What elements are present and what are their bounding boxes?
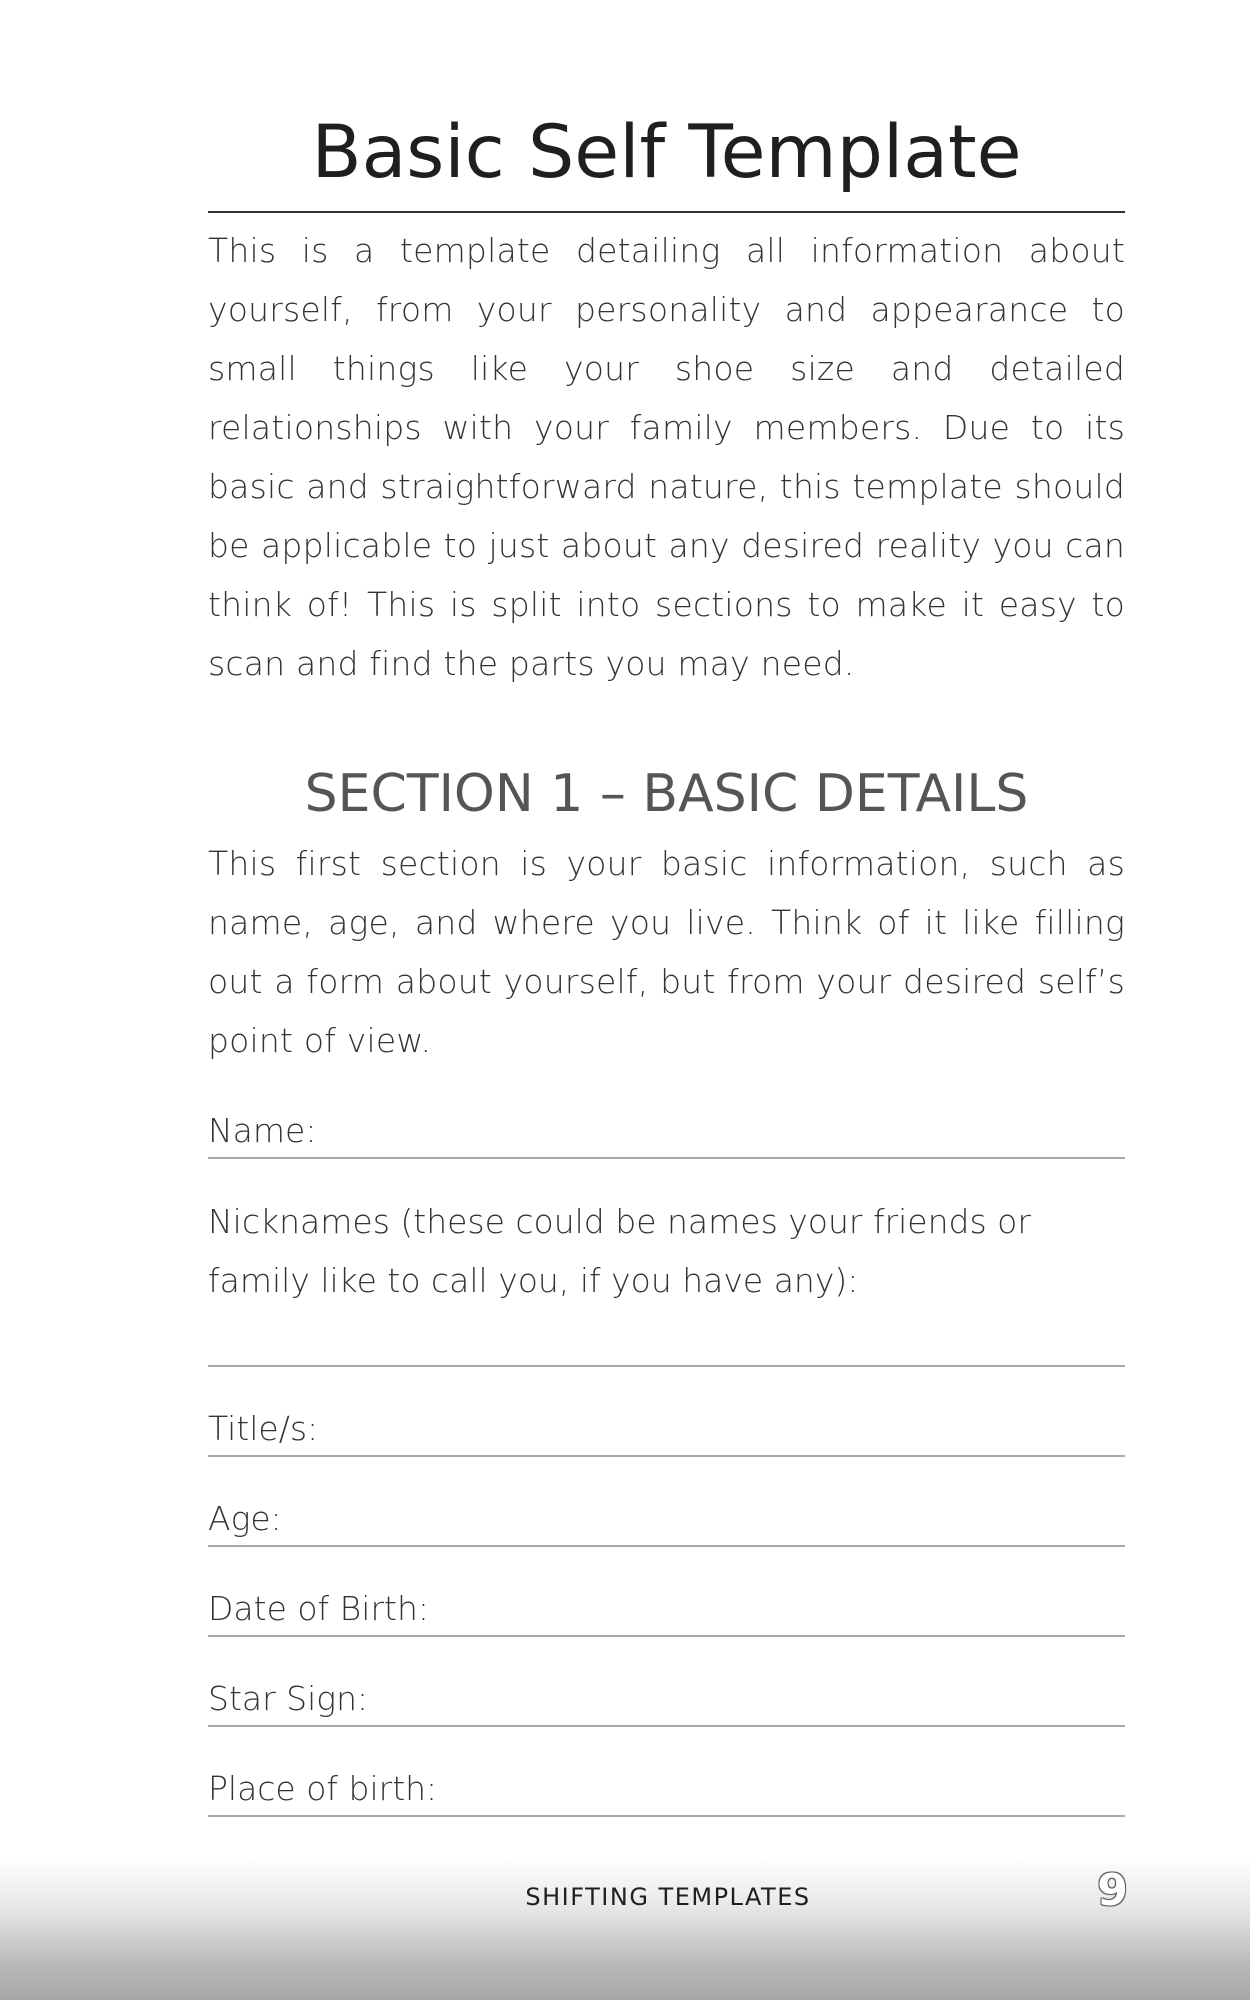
section-1-description: This first section is your basic information, such as name, age, and where you live. Think of it like filling out a form about yourself, but from your desired self’s point of view. [208,844,1125,1060]
titles-field-line[interactable] [208,1455,1125,1457]
name-field-line[interactable] [208,1157,1125,1159]
page-footer [0,1856,1250,2000]
date-of-birth-field-label: Date of Birth: [208,1589,429,1628]
footer-book-title: SHIFTING TEMPLATES [525,1883,811,1911]
titles-field-label: Title/s: [208,1409,319,1448]
page-number: 9 [1097,1865,1128,1916]
nicknames-field-line[interactable] [208,1365,1125,1367]
age-field-label: Age: [208,1499,282,1538]
section-1-heading: SECTION 1 – BASIC DETAILS [304,764,1029,824]
age-field-line[interactable] [208,1545,1125,1547]
star-sign-field-line[interactable] [208,1725,1125,1727]
place-of-birth-field-label: Place of birth: [208,1769,438,1808]
page-title: Basic Self Template [311,110,1022,195]
date-of-birth-field-line[interactable] [208,1635,1125,1637]
name-field-label: Name: [208,1111,317,1150]
intro-paragraph: This is a template detailing all information about yourself, from your personality and appearance to small things like your shoe size and detailed relationships with your family members. Due to its basic and straightforward nature, this template should be applicable to just about any desired reality you can think of! This is split into sections to make it easy to scan and find the parts you may need. [208,231,1125,683]
nicknames-field-label: Nicknames (these could be names your friends or family like to call you, if you have any): [208,1202,1031,1300]
place-of-birth-field-line[interactable] [208,1815,1125,1817]
star-sign-field-label: Star Sign: [208,1679,369,1718]
title-divider [208,211,1125,213]
